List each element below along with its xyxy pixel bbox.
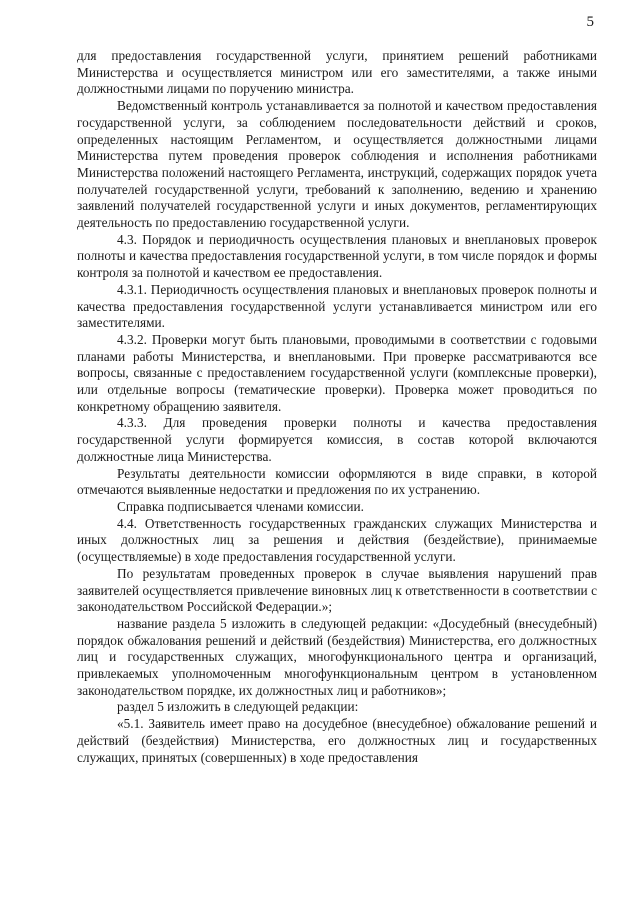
paragraph: Ведомственный контроль устанавливается за полнотой и качеством предоставления государственной услуги, за соблюдением последовательности действий и сроков, определенных настоящим Регламентом, и осуществляется должностными лицами Министерства путем проведения проверок соблюдения и исполнения работниками Министерства положений настоящего Регламента, инструкций, содержащих порядок учета получателей государственной услуги, требований к заполнению, ведению и хранению заявлений получателей государственной услуги и иных документов, регламентирующих деятельность по предоставлению государственной услуги. xyxy=(77,98,597,231)
page-number: 5 xyxy=(586,14,594,30)
paragraph: Результаты деятельности комиссии оформляются в виде справки, в которой отмечаются выявленные недостатки и предложения по их устранению. xyxy=(77,465,597,498)
paragraph: Справка подписывается членами комиссии. xyxy=(117,498,364,514)
paragraph: 4.3. Порядок и периодичность осуществления плановых и внеплановых проверок полноты и качества предоставления государственной услуги, в том числе порядок и формы контроля за полнотой и качеством ее предоставления. xyxy=(77,231,597,281)
document-body xyxy=(77,48,597,766)
paragraph: название раздела 5 изложить в следующей редакции: «Досудебный (внесудебный) порядок обжалования решений и действий (бездействия) Министерства, его должностных лиц и государственных служащих, многофункционального центра и организаций, привлекаемых уполномоченным многофункциональным центром в установленном законодательством порядке, их должностных лиц и работников»; xyxy=(77,615,597,698)
paragraph: 4.3.2. Проверки могут быть плановыми, проводимыми в соответствии с годовыми планами работы Министерства, и внеплановыми. При проверке рассматриваются все вопросы, связанные с предоставлением государственной услуги (комплексные проверки), или отдельные вопросы (тематические проверки). Проверка может проводиться по конкретному обращению заявителя. xyxy=(77,331,597,414)
paragraph: 4.4. Ответственность государственных гражданских служащих Министерства и иных должностных лиц за решения и действия (бездействие), принимаемые (осуществляемые) в ходе предоставления государственной услуги. xyxy=(77,515,597,565)
paragraph: раздел 5 изложить в следующей редакции: xyxy=(117,699,359,715)
paragraph: По результатам проведенных проверок в случае выявления нарушений прав заявителей осуществляется привлечение виновных лиц к ответственности в соответствии с законодательством Российской Федерации.»; xyxy=(77,565,597,615)
paragraph: 4.3.3. Для проведения проверки полноты и качества предоставления государственной услуги формируется комиссия, в состав которой включаются должностные лица Министерства. xyxy=(77,415,597,464)
paragraph: для предоставления государственной услуги, принятием решений работниками Министерства и осуществляется министром или его заместителями, а также иными должностными лицами по поручению министра. xyxy=(77,48,597,97)
paragraph: «5.1. Заявитель имеет право на досудебное (внесудебное) обжалование решений и действий (бездействия) Министерства, его должностных лиц и государственных служащих, принятых (совершенных) в ходе предоставления xyxy=(77,716,597,765)
paragraph: 4.3.1. Периодичность осуществления плановых и внеплановых проверок полноты и качества предоставления государственной услуги устанавливается министром или его заместителями. xyxy=(77,281,597,331)
